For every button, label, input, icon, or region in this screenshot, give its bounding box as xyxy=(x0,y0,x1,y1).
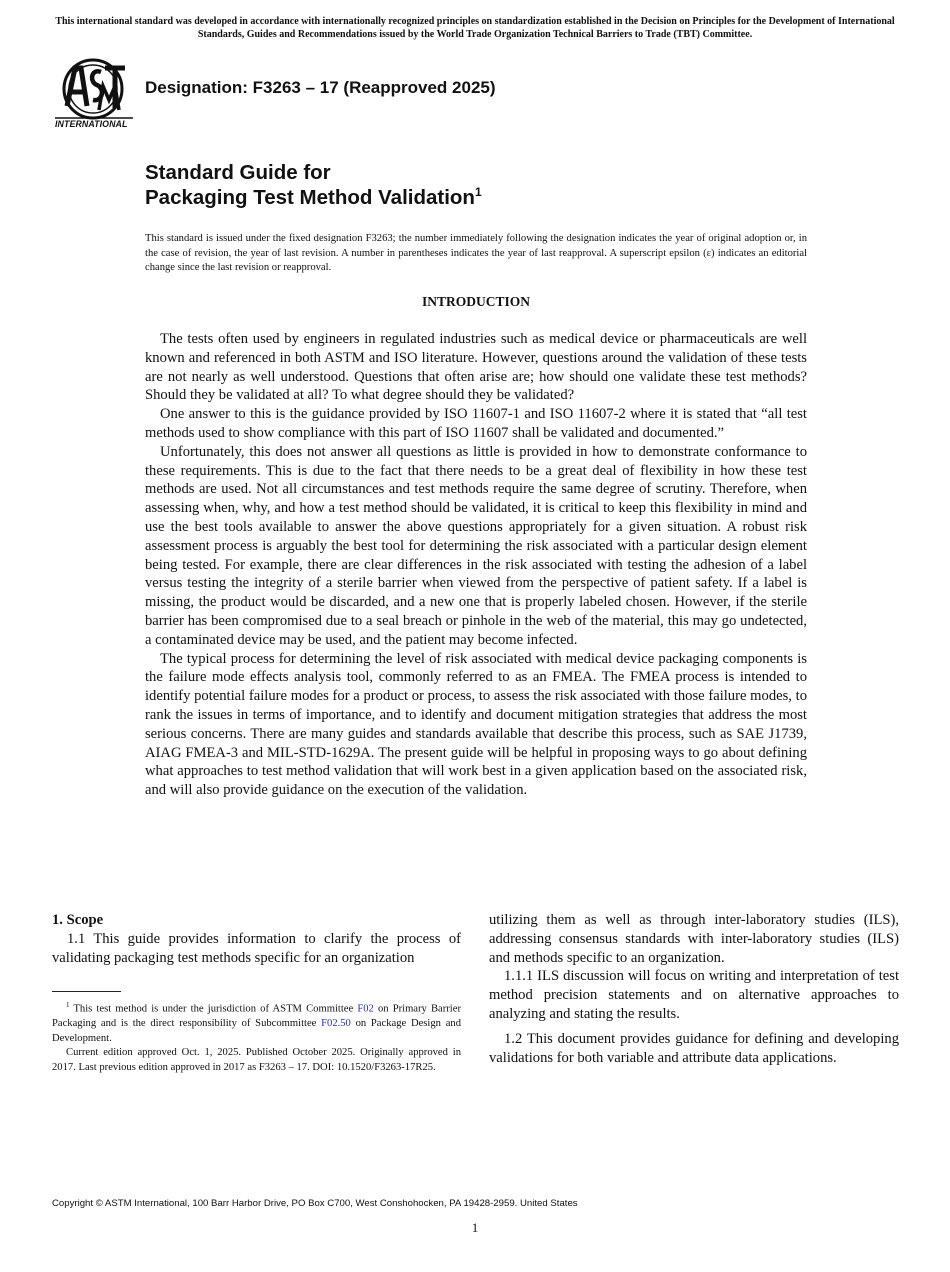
clause-1-1-continued: utilizing them as well as through inter-laboratory studies (ILS), addressing consensus standards with inter-laboratory studies (ILS) and methods specific to an organization. xyxy=(489,912,899,966)
designation: Designation: F3263 – 17 (Reapproved 2025) xyxy=(145,78,496,97)
committee-link[interactable]: F02 xyxy=(357,1003,374,1015)
edition-note: Current edition approved Oct. 1, 2025. Published October 2025. Originally approved in 2017. Last previous edition approved in 2017 as F3263 – 17. DOI: 10.1520/F3263-17R25. xyxy=(52,1047,461,1073)
page-title xyxy=(145,160,482,210)
introduction-body xyxy=(145,330,807,800)
title-line-1: Standard Guide for xyxy=(145,161,331,184)
introduction-heading: INTRODUCTION xyxy=(421,294,530,309)
footnotes xyxy=(52,998,461,1075)
footnote-1: $^1$ This test method is under the jurisdiction of ASTM Committee F02 on Primary Barrier Packaging and is the direct responsibility of Subcommittee F02.50 on Package Design and Development. xyxy=(52,1001,461,1044)
right-column xyxy=(489,911,899,1067)
intro-paragraph: One answer to this is the guidance provided by ISO 11607-1 and ISO 11607-2 where it is stated that “all test methods used to show compliance with this part of ISO 11607 shall be validated and documented.” xyxy=(145,406,807,441)
intro-paragraph: Unfortunately, this does not answer all questions as little is provided in how to demonstrate conformance to these requirements. This is due to the fact that there needs to be a great deal of flexibility in how these test methods are used. Not all circumstances and test methods require the same degree of scrutiny. Therefore, when assessing when, why, and how a test method should be validated, it is critical to keep this flexibility in mind and use the best tools available to answer the above questions appropriately for a given situation. A robust risk assessment process is arguably the best tool for determining the risk associated with a particular design element being tested. For example, there are clear differences in the risk associated with testing the adhesion of a label versus testing the integrity of a sterile barrier when viewed from the perspective of patient safety. If a label is missing, the product would be discarded, and a new one that is properly labeled chosen. However, if the sterile barrier has been compromised due to a seal breach or pinhole in the web of the material, this may go undetected, a contaminated device may be used, and the patient may become infected. xyxy=(145,443,807,648)
page-number: 1 xyxy=(471,1220,479,1235)
subcommittee-link[interactable]: F02.50 xyxy=(321,1018,351,1030)
footnote-divider xyxy=(52,991,121,992)
logo-wordmark: INTERNATIONAL xyxy=(55,119,128,129)
title-line-2: Packaging Test Method Validation$^1$ xyxy=(145,185,482,209)
intro-paragraph: The typical process for determining the level of risk associated with medical device packaging components is the failure mode effects analysis tool, commonly referred to as an FMEA. The FMEA process is intended to identify potential failure modes for a product or process, to assess the risk associated with those failure modes, to rank the issues in terms of importance, and to identify and document mitigation strategies that address the most serious concerns. There are many guides and standards available that describe this process, such as SAE J1739, AIAG FMEA-3 and MIL-STD-1629A. The present guide will be helpful in proposing ways to go about defining what approaches to test method validation that will work best in a given application based on the associated risk, and will also provide guidance on the execution of the validation. xyxy=(145,650,807,799)
intro-paragraph: The tests often used by engineers in regulated industries such as medical device or pharmaceuticals are well known and referenced in both ASTM and ISO literature. However, questions around the validation of these tests are not nearly as well understood. Questions that often arise are; how should one validate these test methods? Should they be validated at all? To what degree should they be validated? xyxy=(145,331,807,404)
section-heading-scope: 1. Scope xyxy=(52,912,104,928)
issue-note: This standard is issued under the fixed designation F3263; the number immediately following the designation indicates the year of original adoption or, in the case of revision, the year of last revision. A number in parentheses indicates the year of last reapproval. A superscript epsilon (ε) indicates an editorial change since the last revision or reapproval. xyxy=(145,233,807,273)
clause-1-1-1: 1.1.1 ILS discussion will focus on writing and interpretation of test method precision statements and on alternative approaches to analyzing and stating the results. xyxy=(489,968,899,1022)
left-column xyxy=(52,911,461,967)
title-footnote-mark: 1 xyxy=(474,185,482,199)
clause-1-1: 1.1 This guide provides information to clarify the process of validating packaging test methods specific for an organization xyxy=(52,930,461,966)
tbt-notice: This international standard was developed in accordance with internationally recognized principles on standardization established in the Decision on Principles for the Development of International Standards, Guides and Recommendations issued by the World Trade Organization Technical Barriers to Trade (TBT) Committee. xyxy=(55,16,895,40)
clause-1-2: 1.2 This document provides guidance for defining and developing validations for both variable and attribute data applications. xyxy=(489,1030,899,1066)
copyright: Copyright © ASTM International, 100 Barr Harbor Drive, PO Box C700, West Conshohocken, PA 19428-2959. United States xyxy=(52,1198,578,1209)
